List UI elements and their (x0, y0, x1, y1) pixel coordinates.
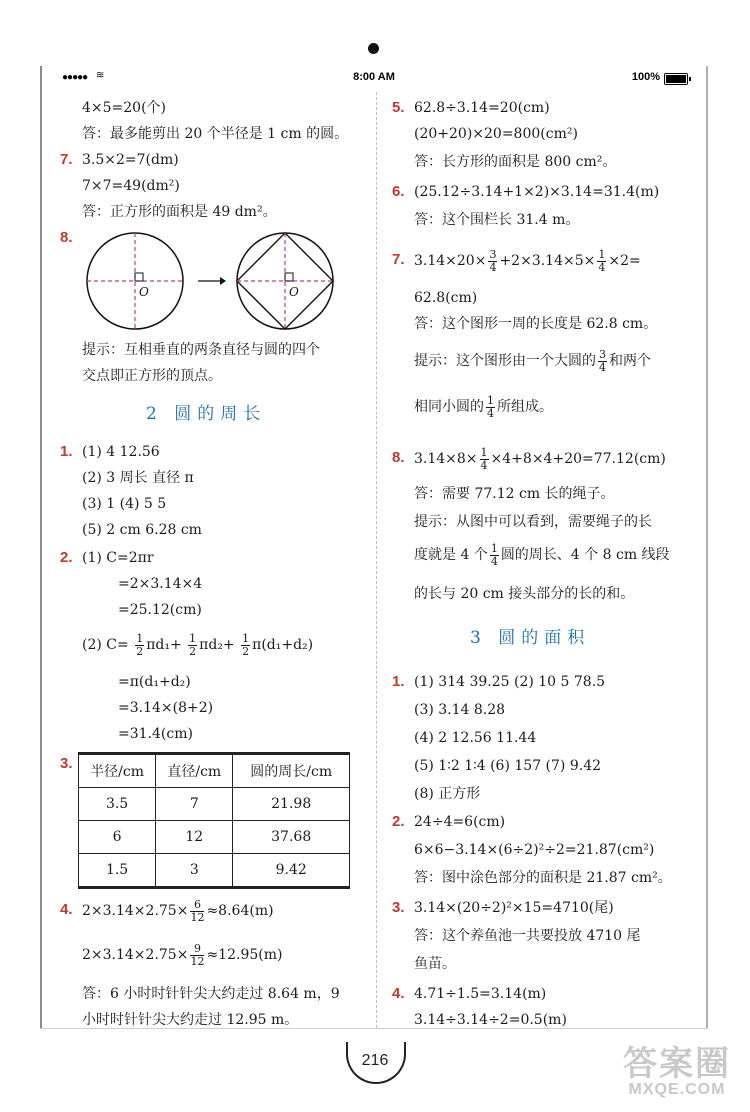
fraction: $\frac{1}{4}$ (490, 541, 498, 568)
answer-line: (5) 1∶2 1∶4 (6) 157 (7) 9.42 (414, 758, 602, 774)
camera-dot (368, 43, 379, 54)
answer-line: 62.8÷3.14=20(cm) (414, 100, 550, 116)
question-number: 6. (392, 183, 405, 200)
answer-line: (4) 2 12.56 11.44 (414, 730, 537, 746)
question-number: 2. (60, 549, 73, 566)
answer-line: 答：这个围栏长 31.4 m。 (414, 212, 580, 228)
answer-line: =π(d₁+d₂) (118, 674, 191, 690)
answer-line: (3) 3.14 8.28 (414, 702, 506, 718)
answer-line: 鱼苗。 (414, 956, 456, 972)
question-number: 4. (60, 901, 73, 918)
table-row: 6 12 37.68 (79, 821, 350, 854)
formula-line: (2) C= $\frac{1}{2}$ πd₁+ $\frac{1}{2}$ πd₂+ $\frac{1}{2}$ π(d₁+d₂) (82, 631, 314, 658)
question-number: 4. (392, 985, 405, 1002)
fraction: $\frac{1}{4}$ (487, 393, 494, 420)
question-number: 1. (60, 443, 73, 460)
answer-line: 3.14÷3.14÷2=0.5(m) (414, 1012, 567, 1028)
fraction: $\frac{1}{2}$ (242, 631, 250, 658)
question-number: 7. (60, 151, 73, 168)
answer-line: 6×6−3.14×(6÷2)²÷2=21.87(cm²) (414, 842, 655, 858)
signal-icon: ●●●●● (62, 72, 88, 83)
fraction: $\frac{1}{2}$ (189, 631, 197, 658)
answer-line: (8) 正方形 (414, 786, 481, 802)
device-frame-left (40, 66, 42, 1028)
hint-line: 提示：互相垂直的两条直径与圆的四个 (82, 342, 320, 358)
fraction: $\frac{1}{4}$ (598, 247, 606, 274)
answer-line: 答：这个图形一周的长度是 62.8 cm。 (414, 316, 658, 332)
fraction: $\frac{3}{4}$ (599, 347, 606, 374)
hint-line: 交点即正方形的顶点。 (82, 368, 222, 384)
hint-line: 提示：从图中可以看到，需要绳子的长 (414, 514, 652, 530)
formula-line: 3.14×20× $\frac{3}{4}$ +2×3.14×5× $\frac{1}{4}$ ×2= (414, 247, 641, 274)
answer-line: 4×5=20(个) (82, 100, 167, 116)
fraction: $\frac{3}{4}$ (489, 247, 497, 274)
answer-line: 7×7=49(dm²) (82, 178, 180, 194)
answer-line: 答：6 小时时针针尖大约走过 8.64 m，9 (82, 986, 340, 1002)
answer-line: =25.12(cm) (118, 602, 202, 618)
question-number: 2. (392, 813, 405, 830)
hint-line: 度就是 4 个 $\frac{1}{4}$ 圆的周长、4 个 8 cm 线段 (414, 541, 670, 568)
section-title: 3 圆的面积 (470, 628, 591, 648)
page-number: 216 (361, 1052, 389, 1069)
answer-line: 答：这个养鱼池一共要投放 4710 尾 (414, 928, 641, 944)
answer-line: 答：最多能剪出 20 个半径是 1 cm 的圆。 (82, 126, 349, 142)
question-number: 8. (60, 229, 73, 246)
answer-line: 答：图中涂色部分的面积是 21.87 cm²。 (414, 870, 672, 886)
question-number: 5. (392, 99, 405, 116)
answer-line: (20+20)×20=800(cm²) (414, 126, 578, 142)
watermark-url: MXQE.COM (628, 1081, 726, 1098)
formula-line: 2×3.14×2.75× $\frac{9}{12}$ ≈12.95(m) (82, 941, 283, 968)
answer-line: (3) 1 (4) 5 5 (82, 496, 167, 512)
question-number: 3. (392, 899, 405, 916)
formula-line: 2×3.14×2.75× $\frac{6}{12}$ ≈8.64(m) (82, 897, 274, 924)
watermark-logo-text: 答案圈 (623, 1045, 731, 1083)
answer-line: 24÷4=6(cm) (414, 814, 506, 830)
answer-line: (1) C=2πr (82, 550, 154, 566)
circle-center-label: O (289, 285, 299, 299)
section-title: 2 圆的周长 (146, 404, 267, 424)
status-time: 8:00 AM (353, 71, 395, 83)
answer-line: 4.71÷1.5=3.14(m) (414, 986, 547, 1002)
answer-line: 62.8(cm) (414, 290, 478, 306)
wifi-icon: ≋ (96, 70, 105, 81)
answer-line: (2) 3 周长 直径 π (82, 470, 194, 486)
hint-line: 相同小圆的 $\frac{1}{4}$ 所组成。 (414, 393, 553, 420)
fraction: $\frac{1}{2}$ (136, 631, 144, 658)
circle-center-label: O (139, 285, 149, 299)
fraction: $\frac{9}{12}$ (190, 941, 205, 968)
answer-line: (5) 2 cm 6.28 cm (82, 522, 202, 538)
answer-line: 3.14×(20÷2)²×15=4710(尾) (414, 900, 614, 916)
question-number: 3. (60, 755, 73, 772)
fraction: $\frac{6}{12}$ (190, 897, 205, 924)
answer-line: (25.12÷3.14+1×2)×3.14=31.4(m) (414, 184, 660, 200)
answer-line: 答：长方形的面积是 800 cm²。 (414, 154, 617, 170)
device-frame-right (706, 66, 708, 1028)
answer-line: (1) 4 12.56 (82, 444, 160, 460)
column-divider (376, 92, 378, 1028)
answer-line: 3.5×2=7(dm) (82, 152, 179, 168)
answer-line: 小时时针针尖大约走过 12.95 m。 (82, 1012, 299, 1028)
answer-line: (1) 314 39.25 (2) 10 5 78.5 (414, 674, 606, 690)
fraction: $\frac{1}{4}$ (480, 445, 488, 472)
question-number: 1. (392, 673, 405, 690)
table-row: 1.5 3 9.42 (79, 854, 350, 888)
question-number: 8. (392, 449, 405, 466)
status-bar (42, 68, 706, 90)
battery-icon (664, 73, 688, 85)
hint-line: 提示：这个图形由一个大圆的 $\frac{3}{4}$ 和两个 (414, 347, 651, 374)
circle-square-diagram (80, 224, 350, 334)
answer-line: 答：需要 77.12 cm 长的绳子。 (414, 486, 615, 502)
watermark (612, 1036, 742, 1099)
formula-line: 3.14×8× $\frac{1}{4}$ ×4+8×4+20=77.12(cm) (414, 445, 666, 472)
table-header: 半径/cm (79, 754, 156, 788)
answer-line: =2×3.14×4 (118, 576, 203, 592)
answer-line: =3.14×(8+2) (118, 700, 214, 716)
question-number: 7. (392, 251, 405, 268)
hint-line: 的长与 20 cm 接头部分的长的和。 (414, 586, 635, 602)
battery-percent: 100% (631, 71, 660, 83)
circle-table (78, 752, 350, 889)
table-row: 3.5 7 21.98 (79, 788, 350, 821)
table-header: 圆的周长/cm (233, 754, 350, 788)
table-header: 直径/cm (156, 754, 233, 788)
answer-line: 答：正方形的面积是 49 dm²。 (82, 204, 277, 220)
answer-line: =31.4(cm) (118, 726, 193, 742)
